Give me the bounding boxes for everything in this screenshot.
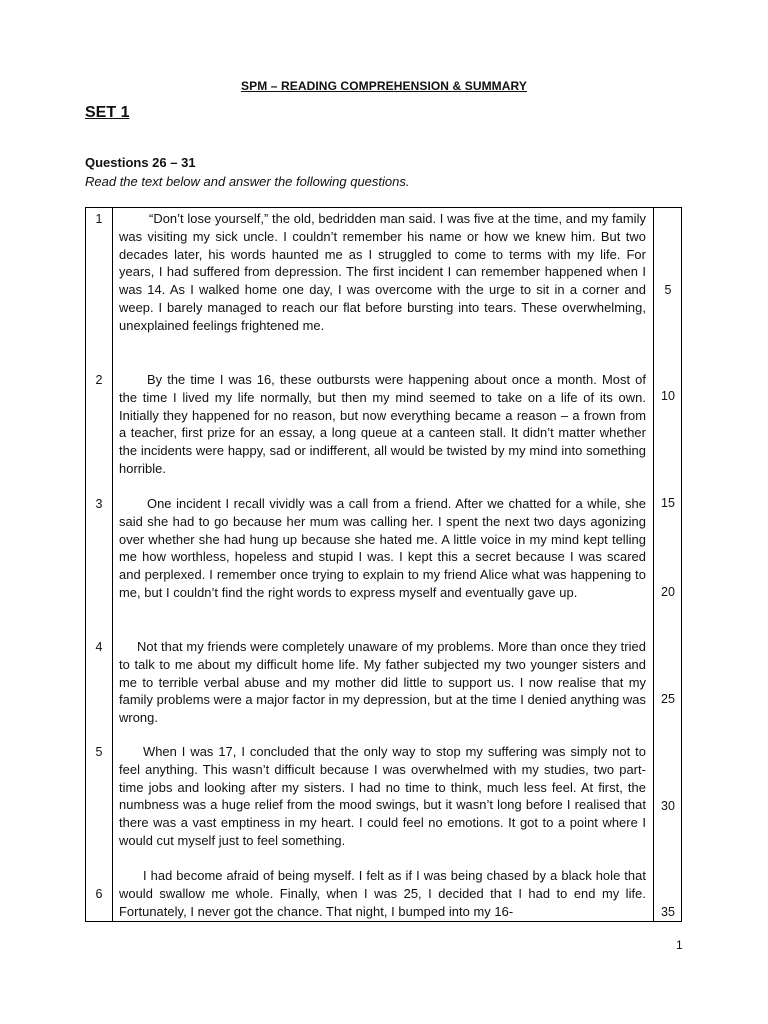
paragraph-number-divider bbox=[112, 208, 113, 921]
paragraph-text: By the time I was 16, these outbursts were happening about once a month. Most of the time I lived my life normally, but then my mind seemed to take on a life of its own. Initially they happened for no reason, but now everything became a reason – a frown from a teacher, first prize for an essay, a long queue at a canteen stall. It didn’t matter whether the incidents were happy, sad or indifferent, all would be twisted by my mind into something horrible. bbox=[119, 372, 646, 476]
paragraph-text: I had become afraid of being myself. I felt as if I was being chased by a black hole that would swallow me whole. Finally, when I was 25, I decided that I had to end my life. Fortunately, I never got the chance. That night, I bumped into my 16- bbox=[119, 868, 646, 919]
line-number: 30 bbox=[661, 799, 675, 813]
line-number-divider bbox=[653, 208, 654, 921]
paragraph-text: Not that my friends were completely unaware of my problems. More than once they tried to talk to me about my difficult home life. My father subjected my two younger sisters and me to terrible verbal abuse and my mother did little to support us. I now realise that my family problems were a major factor in my depression, but at the time I denied anything was wrong. bbox=[119, 639, 646, 726]
paragraph-number: 1 bbox=[95, 212, 103, 226]
set-heading: SET 1 bbox=[85, 104, 130, 121]
questions-heading: Questions 26 – 31 bbox=[85, 155, 196, 170]
paragraph-text: When I was 17, I concluded that the only way to stop my suffering was simply not to feel anything. This wasn’t difficult because I was overwhelmed with my studies, two part-time jobs and looking after my sisters. I had no time to think, much less feel. At first, the numbness was a huge relief from the mood swings, but it wasn’t long before I realised that there was a vast emptiness in my heart. I could feel no emotions. It got to a point where I would cut myself just to feel something. bbox=[119, 744, 646, 848]
line-number: 20 bbox=[661, 585, 675, 599]
paragraph-number: 2 bbox=[95, 373, 103, 387]
paragraph-number: 4 bbox=[95, 640, 103, 654]
document-title: SPM – READING COMPREHENSION & SUMMARY bbox=[241, 79, 527, 93]
paragraph-number: 5 bbox=[95, 745, 103, 759]
paragraph-number: 6 bbox=[95, 887, 103, 901]
line-number: 10 bbox=[661, 389, 675, 403]
questions-instruction: Read the text below and answer the following questions. bbox=[85, 174, 410, 189]
line-number: 25 bbox=[661, 692, 675, 706]
page-number: 1 bbox=[676, 938, 683, 952]
passage-table bbox=[85, 207, 682, 922]
line-number: 5 bbox=[664, 283, 672, 297]
line-number: 35 bbox=[661, 905, 675, 919]
paragraph-number: 3 bbox=[95, 497, 103, 511]
line-number: 15 bbox=[661, 496, 675, 510]
paragraph-text: One incident I recall vividly was a call from a friend. After we chatted for a while, she said she had to go because her mum was calling her. I spent the next two days agonizing over whether she had hung up because she hated me. A little voice in my mind kept telling me how worthless, hopeless and stupid I was. I kept this a secret because I was scared and perplexed. I remember once trying to explain to my friend Alice what was happening to me, but I couldn’t find the right words to express myself and eventually gave up. bbox=[119, 496, 646, 600]
paragraph-text: “Don’t lose yourself,” the old, bedridden man said. I was five at the time, and my family was visiting my sick uncle. I couldn’t remember his name or how we knew him. But two decades later, his words haunted me as I struggled to come to terms with my life. For years, I had suffered from depression. The first incident I can remember happened when I was 14. As I walked home one day, I was overcome with the urge to sit in a corner and weep. I barely managed to reach our flat before bursting into tears. These overwhelming, unexplained feelings frightened me. bbox=[119, 211, 646, 333]
